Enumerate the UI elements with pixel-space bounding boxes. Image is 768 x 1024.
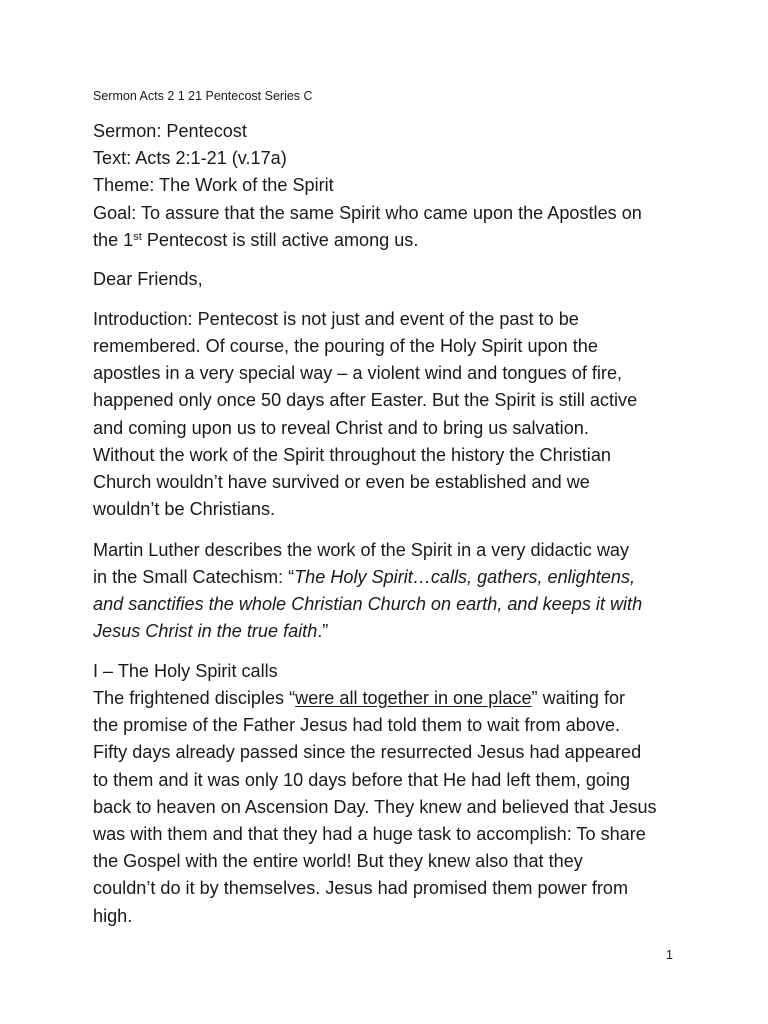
- section-line: high.: [93, 906, 133, 926]
- section-heading: I – The Holy Spirit calls: [93, 661, 278, 681]
- catechism-quote: Jesus Christ in the true faith: [93, 621, 318, 641]
- sermon-text-reference: Text: Acts 2:1-21 (v.17a): [93, 148, 287, 168]
- luther-line: [93, 564, 635, 591]
- goal-text: Pentecost is still active among us.: [141, 230, 419, 250]
- goal-text: the 1: [93, 230, 134, 250]
- intro-line: Church wouldn’t have survived or even be established and we: [93, 472, 590, 492]
- luther-text: in the Small Catechism: “: [93, 567, 295, 587]
- section-line: back to heaven on Ascension Day. They knew and believed that Jesus: [93, 797, 657, 817]
- catechism-quote: and sanctifies the whole Christian Church on earth, and keeps it with: [93, 594, 643, 614]
- intro-line: apostles in a very special way – a violent wind and tongues of fire,: [93, 363, 623, 383]
- luther-line: Martin Luther describes the work of the Spirit in a very didactic way: [93, 540, 630, 560]
- intro-line: and coming upon us to reveal Christ and to bring us salvation.: [93, 418, 589, 438]
- intro-line: wouldn’t be Christians.: [93, 499, 276, 519]
- section-text: The frightened disciples “: [93, 688, 296, 708]
- section-line: [93, 685, 625, 712]
- running-header: Sermon Acts 2 1 21 Pentecost Series C: [93, 89, 313, 103]
- intro-line: Introduction: Pentecost is not just and event of the past to be: [93, 309, 579, 329]
- section-line: Fifty days already passed since the resurrected Jesus had appeared: [93, 742, 642, 762]
- section-text: ” waiting for: [531, 688, 626, 708]
- ordinal-suffix: st: [133, 231, 142, 243]
- salutation: Dear Friends,: [93, 269, 203, 289]
- sermon-theme: Theme: The Work of the Spirit: [93, 175, 334, 195]
- section-line: to them and it was only 10 days before that He had left them, going: [93, 770, 631, 790]
- sermon-goal-line: Goal: To assure that the same Spirit who came upon the Apostles on: [93, 203, 642, 223]
- catechism-quote: The Holy Spirit…calls, gathers, enlightens,: [294, 567, 636, 587]
- section-line: couldn’t do it by themselves. Jesus had promised them power from: [93, 878, 629, 898]
- intro-line: happened only once 50 days after Easter. But the Spirit is still active: [93, 390, 638, 410]
- intro-line: remembered. Of course, the pouring of the Holy Spirit upon the: [93, 336, 598, 356]
- page-number: 1: [666, 948, 673, 962]
- sermon-title: Sermon: Pentecost: [93, 121, 247, 141]
- section-line: the Gospel with the entire world! But they knew also that they: [93, 851, 583, 871]
- section-line: was with them and that they had a huge task to accomplish: To share: [93, 824, 646, 844]
- intro-line: Without the work of the Spirit throughout the history the Christian: [93, 445, 611, 465]
- luther-line: [93, 618, 328, 645]
- underlined-quote: were all together in one place: [295, 688, 532, 708]
- section-line: the promise of the Father Jesus had told them to wait from above.: [93, 715, 620, 735]
- luther-text: .”: [317, 621, 329, 641]
- sermon-goal-line: [93, 227, 418, 254]
